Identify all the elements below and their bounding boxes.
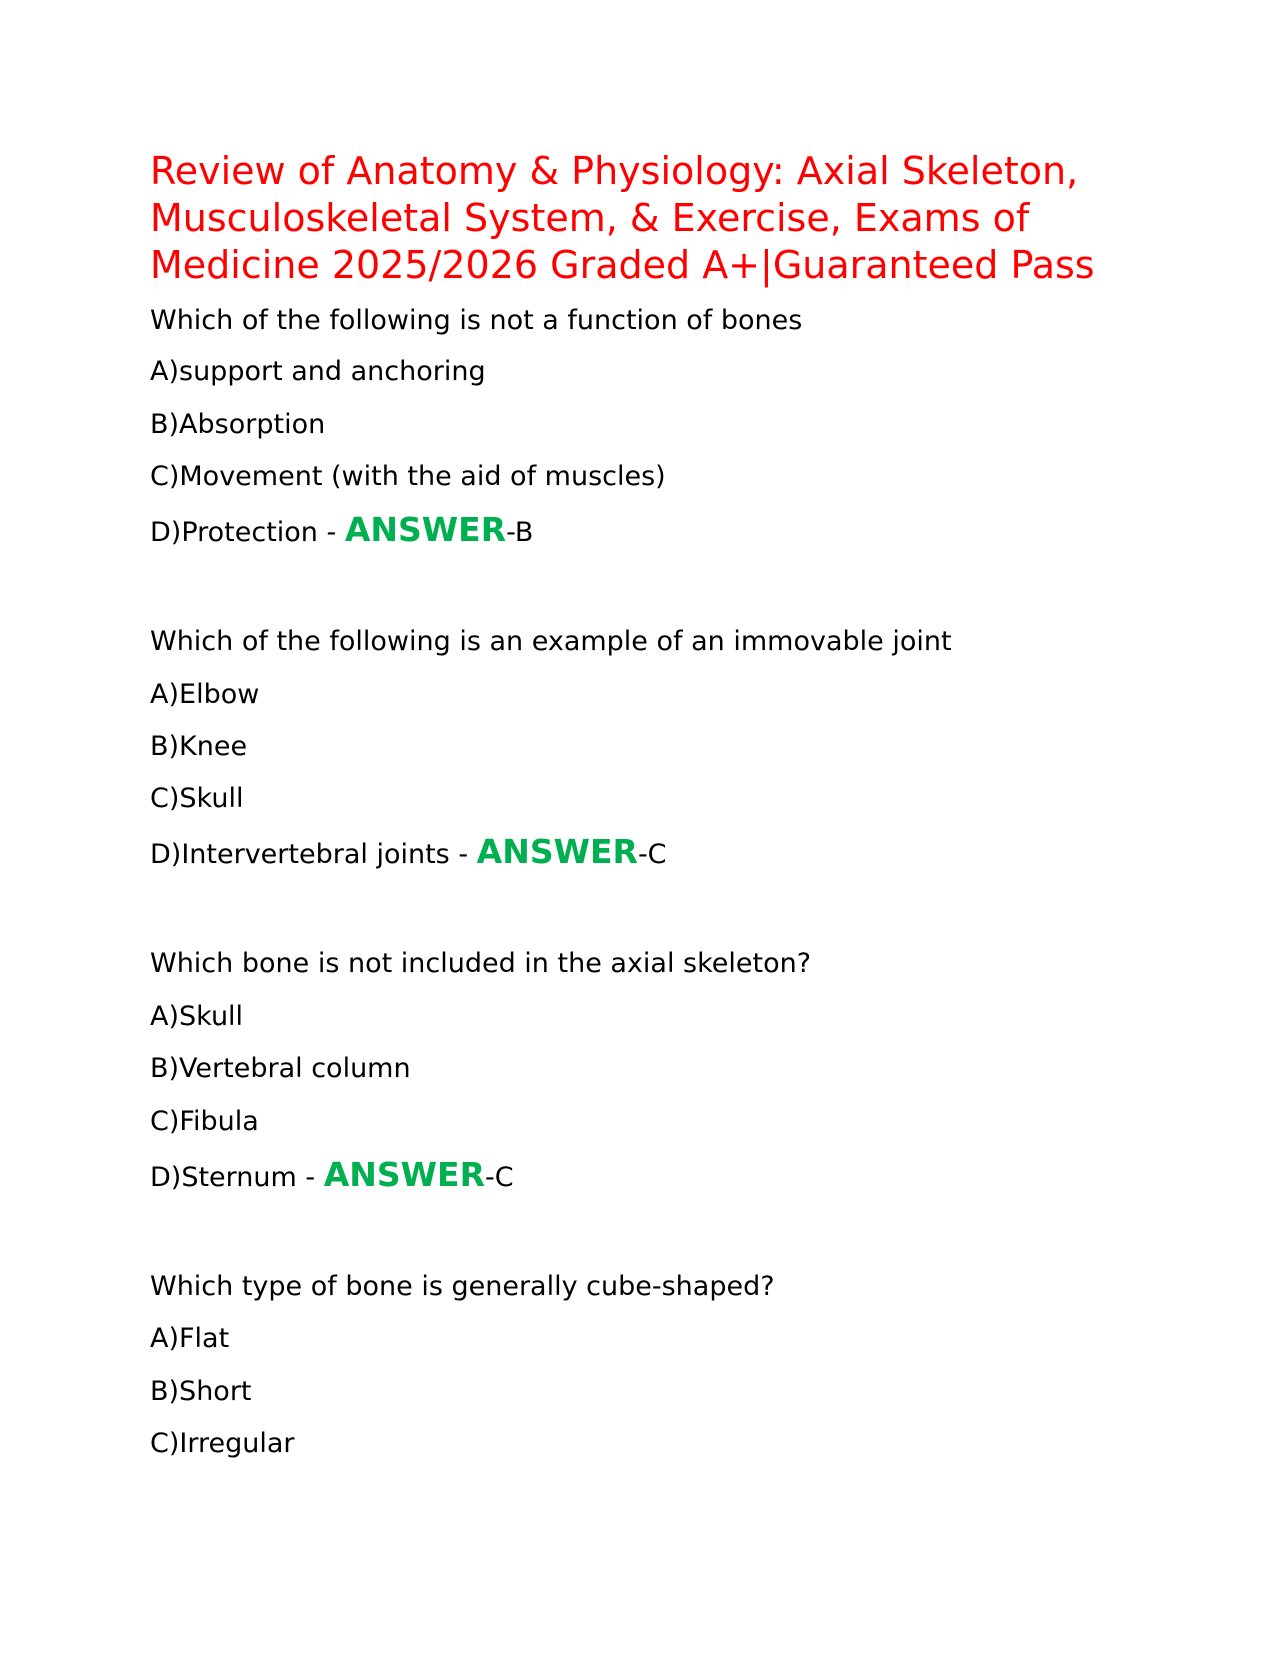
option-d: D)Intervertebral joints -	[150, 839, 477, 870]
answer-letter: -C	[485, 1162, 514, 1193]
option-d-with-answer	[150, 510, 534, 549]
answer-letter: -B	[506, 517, 534, 548]
answer-letter: -C	[637, 839, 667, 870]
answer-keyword: ANSWER	[476, 832, 638, 871]
option-a: A)Flat	[150, 1323, 230, 1354]
option-c: C)Irregular	[150, 1428, 295, 1459]
option-a: A)Elbow	[150, 679, 260, 710]
option-a: A)support and anchoring	[150, 356, 486, 387]
question-text: Which bone is not included in the axial skeleton?	[150, 948, 812, 979]
answer-keyword: ANSWER	[344, 510, 507, 549]
option-b: B)Knee	[150, 731, 248, 762]
document-title: Review of Anatomy & Physiology: Axial Skeleton, Musculoskeletal System, & Exercise, Exams of Medicine 2025/2026 Graded A+|Guaranteed Pass	[150, 149, 1095, 287]
option-d-with-answer	[150, 832, 667, 871]
question-text: Which of the following is an example of an immovable joint	[150, 626, 952, 657]
option-c: C)Skull	[150, 783, 244, 814]
option-b: B)Short	[150, 1376, 252, 1407]
option-c: C)Movement (with the aid of muscles)	[150, 461, 666, 492]
option-c: C)Fibula	[150, 1106, 259, 1137]
question-text: Which of the following is not a function of bones	[150, 305, 803, 336]
option-b: B)Vertebral column	[150, 1053, 411, 1084]
option-d-with-answer	[150, 1155, 514, 1194]
option-d: D)Sternum -	[150, 1162, 324, 1193]
option-b: B)Absorption	[150, 409, 326, 440]
option-a: A)Skull	[150, 1001, 244, 1032]
answer-keyword: ANSWER	[323, 1155, 486, 1194]
option-d: D)Protection -	[150, 517, 345, 548]
question-text: Which type of bone is generally cube-shaped?	[150, 1271, 775, 1302]
